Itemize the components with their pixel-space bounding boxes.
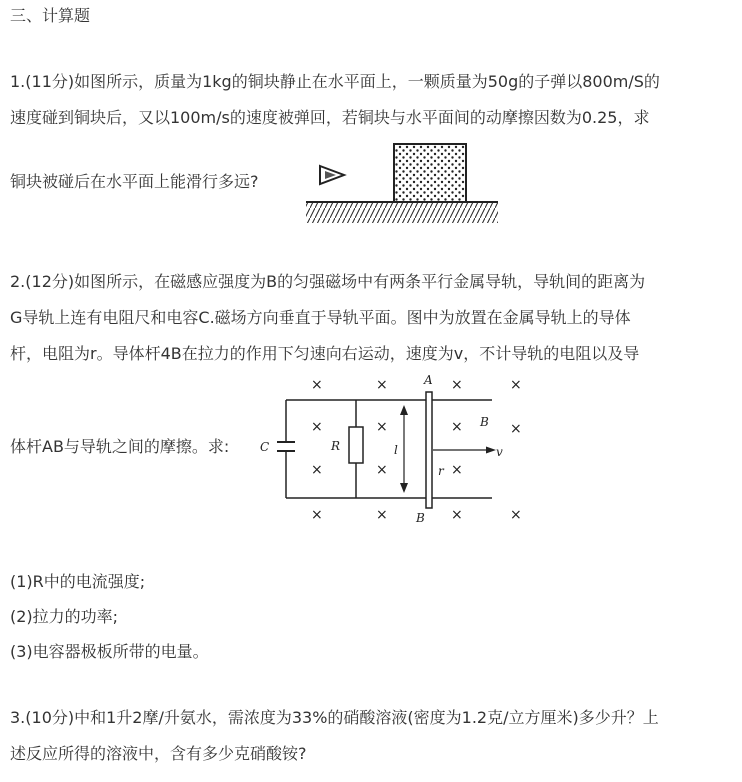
field-cross: ×: [451, 419, 463, 435]
field-cross: ×: [376, 419, 388, 435]
field-cross: ×: [451, 507, 463, 523]
section-title: 三、计算题: [10, 6, 91, 25]
q1-line2: 速度碰到铜块后，又以100m/s的速度被弹回，若铜块与水平面间的动摩擦因数为0.25，求: [10, 108, 650, 127]
velocity-arrow-head: [486, 447, 496, 454]
q2-line4: 体杆AB与导轨之间的摩擦。求:: [10, 437, 230, 456]
field-cross: ×: [451, 462, 463, 478]
label-v: v: [496, 445, 503, 459]
q2-sub1: (1)R中的电流强度;: [10, 572, 146, 591]
field-cross: ×: [311, 507, 323, 523]
label-a: A: [424, 373, 433, 387]
field-cross: ×: [376, 377, 388, 393]
field-cross: ×: [311, 419, 323, 435]
field-cross: ×: [451, 377, 463, 393]
label-b-field: B: [480, 415, 489, 429]
field-cross: ×: [311, 377, 323, 393]
q3-line1: 3.(10分)中和1升2摩/升氨水，需浓度为33%的硝酸溶液(密度为1.2克/立方厘米)多少升？上: [10, 708, 659, 727]
label-r-resistor: R: [331, 439, 341, 453]
resistor: [349, 427, 363, 463]
q2-sub3: (3)电容器极板所带的电量。: [10, 642, 209, 661]
q3-line2: 述反应所得的溶液中，含有多少克硝酸铵?: [10, 744, 307, 763]
field-cross: ×: [510, 507, 522, 523]
label-b-bottom: B: [416, 511, 425, 525]
label-c: C: [260, 440, 270, 454]
copper-block: [394, 144, 466, 202]
q1-figure: [300, 138, 505, 230]
bullet: [320, 166, 344, 184]
q2-line2: G导轨上连有电阻尺和电容C.磁场方向垂直于导轨平面。图中为放置在金属导轨上的导体: [10, 308, 631, 327]
q2-line3: 杆，电阻为r。导体杆4B在拉力的作用下匀速向右运动，速度为v，不计导轨的电阻以及导: [10, 344, 640, 363]
length-arrow-head: [400, 405, 408, 415]
field-cross: ×: [510, 377, 522, 393]
field-cross: ×: [510, 421, 522, 437]
q2-line1: 2.(12分)如图所示，在磁感应强度为B的匀强磁场中有两条平行金属导轨，导轨间的距离为: [10, 272, 646, 291]
field-cross: ×: [311, 462, 323, 478]
conductor-rod: [426, 392, 432, 508]
q1-line3: 铜块被碰后在水平面上能滑行多远?: [10, 172, 259, 191]
q2-sub2: (2)拉力的功率;: [10, 607, 119, 626]
ground-hatch: [306, 203, 498, 223]
q2-figure: [256, 370, 536, 530]
q1-line1: 1.(11分)如图所示，质量为1kg的铜块静止在水平面上，一颗质量为50g的子弹以800m/S的: [10, 72, 660, 91]
label-r-rod: r: [438, 464, 444, 478]
field-cross: ×: [376, 507, 388, 523]
field-cross: ×: [376, 462, 388, 478]
label-l: l: [394, 443, 398, 457]
length-arrow-head: [400, 483, 408, 493]
